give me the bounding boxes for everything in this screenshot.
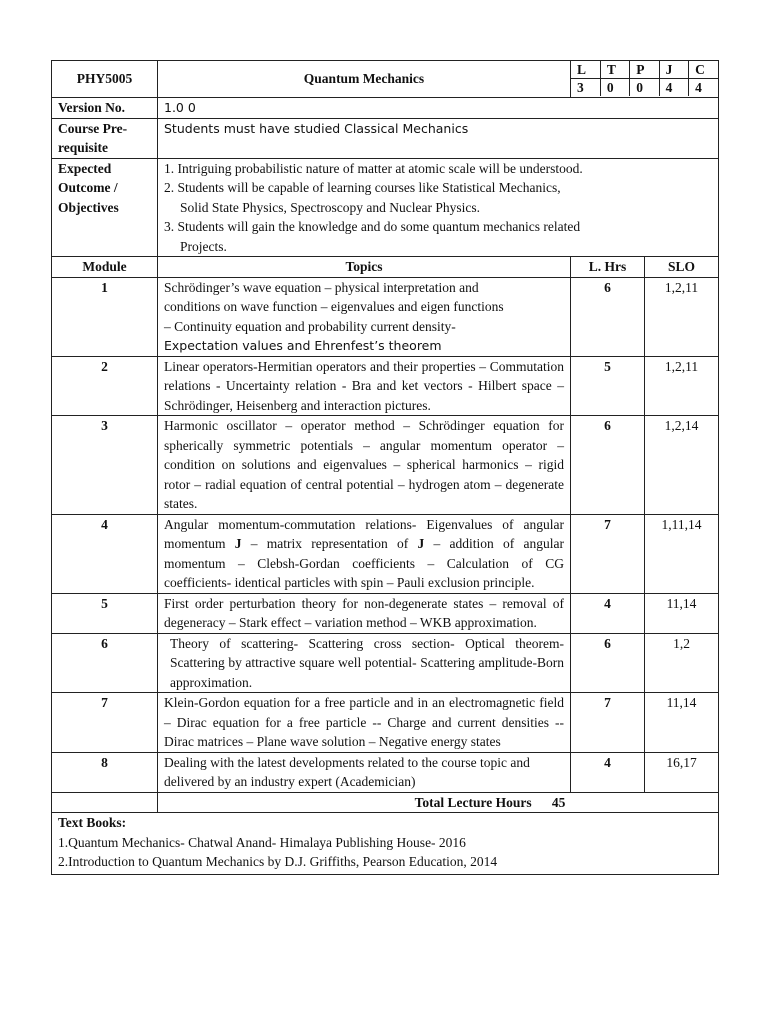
- ltpjc-label-c: C: [689, 61, 718, 79]
- prerequisite-row: [52, 118, 719, 158]
- module-number: 3: [52, 416, 158, 515]
- module-row-6: [52, 633, 719, 693]
- textbook-item: 1.Quantum Mechanics- Chatwal Anand- Himalaya Publishing House- 2016: [58, 834, 466, 850]
- header-topics: Topics: [158, 257, 571, 278]
- ltpjc-value-t: 0: [600, 79, 629, 97]
- ltpjc-label-t: T: [600, 61, 629, 79]
- module-hours: 7: [571, 693, 645, 753]
- module-number: 8: [52, 752, 158, 792]
- module-slo: 16,17: [645, 752, 719, 792]
- modules-header-row: [52, 257, 719, 278]
- module-topic-text: – matrix representation of: [241, 536, 418, 551]
- module-topics: First order perturbation theory for non-degenerate states – removal of degeneracy – Stark effect – variation method – WKB approximation.: [158, 593, 571, 633]
- module-topics: Linear operators-Hermitian operators and their properties – Commutation relations - Uncertainty relation - Bra and ket vectors - Hilbert space – Schrödinger, Heisenberg and interaction pictures.: [158, 356, 571, 416]
- ltpjc-values: [571, 79, 718, 97]
- outcome-item: 1. Intriguing probabilistic nature of matter at atomic scale will be understood.: [164, 160, 583, 176]
- module-topics: Dealing with the latest developments related to the course topic and delivered by an industry expert (Academician): [158, 752, 571, 792]
- module-slo: 11,14: [645, 693, 719, 753]
- module-slo: 1,2,14: [645, 416, 719, 515]
- header-slo: SLO: [645, 257, 719, 278]
- course-header-row: [52, 61, 719, 98]
- module-topic-text: – addition of angular momentum – Clebsh-Gordan coefficients – Calculation of CG coefficients- identical particles with spin – Pauli exclusion principle.: [164, 536, 564, 590]
- module-row-1: [52, 277, 719, 356]
- outcomes-list: [158, 158, 719, 257]
- ltpjc-label-p: P: [630, 61, 659, 79]
- outcomes-label: [52, 158, 158, 257]
- syllabus-sheet: [51, 60, 718, 875]
- module-topic-text: Angular momentum-commutation relations- Eigenvalues of angular momentum: [164, 516, 564, 551]
- header-module: Module: [52, 257, 158, 278]
- module-slo: 1,2: [645, 633, 719, 693]
- textbooks-row: [52, 813, 719, 875]
- outcomes-label-line2: Outcome /: [58, 180, 118, 195]
- total-value: 45: [551, 794, 566, 810]
- ltpjc-label-j: J: [659, 61, 688, 79]
- version-row: [52, 98, 719, 119]
- module-number: 2: [52, 356, 158, 416]
- module-row-8: [52, 752, 719, 792]
- total-label: Total Lecture Hours: [414, 794, 532, 810]
- outcome-item: 2. Students will be capable of learning courses like Statistical Mechanics,: [164, 180, 561, 195]
- ltpjc-labels: [571, 61, 718, 79]
- ltpjc-cell: [571, 61, 719, 98]
- module-hours: 4: [571, 593, 645, 633]
- module-slo: 1,2,11: [645, 356, 719, 416]
- course-title: Quantum Mechanics: [158, 61, 571, 98]
- module-hours: 5: [571, 356, 645, 416]
- angular-momentum-symbol: J: [234, 536, 242, 551]
- module-hours: 7: [571, 514, 645, 593]
- total-lecture-hours: [158, 792, 719, 813]
- syllabus-table: [51, 60, 719, 875]
- prerequisite-label-line1: Course Pre-: [58, 120, 128, 136]
- module-hours: 6: [571, 633, 645, 693]
- module-topic-line: conditions on wave function – eigenvalues and eigen functions: [164, 299, 504, 314]
- module-row-4: [52, 514, 719, 593]
- textbooks-heading: Text Books:: [58, 815, 127, 830]
- module-number: 7: [52, 693, 158, 753]
- outcomes-row: [52, 158, 719, 257]
- version-value: 1.0 0: [158, 98, 719, 119]
- module-hours: 6: [571, 277, 645, 356]
- outcomes-label-line3: Objectives: [58, 199, 119, 215]
- outcome-item: Solid State Physics, Spectroscopy and Nuclear Physics.: [180, 199, 480, 215]
- header-hours: L. Hrs: [571, 257, 645, 278]
- prerequisite-value: Students must have studied Classical Mechanics: [158, 118, 719, 158]
- textbooks: [52, 813, 719, 875]
- outcomes-label-line1: Expected: [58, 160, 112, 176]
- module-topics: [158, 277, 571, 356]
- module-topics: Theory of scattering- Scattering cross section- Optical theorem- Scattering by attractive square well potential- Scattering amplitude-Born approximation.: [158, 633, 571, 693]
- prerequisite-label-line2: requisite: [58, 140, 108, 155]
- module-number: 1: [52, 277, 158, 356]
- ltpjc-value-p: 0: [630, 79, 659, 97]
- textbook-item: 2.Introduction to Quantum Mechanics by D.J. Griffiths, Pearson Education, 2014: [58, 854, 498, 869]
- module-row-7: [52, 693, 719, 753]
- module-slo: 1,2,11: [645, 277, 719, 356]
- module-number: 6: [52, 633, 158, 693]
- prerequisite-label: [52, 118, 158, 158]
- module-hours: 4: [571, 752, 645, 792]
- module-topic-line: Expectation values and Ehrenfest’s theorem: [164, 338, 442, 353]
- module-row-2: [52, 356, 719, 416]
- module-row-3: [52, 416, 719, 515]
- module-topics: Klein-Gordon equation for a free particle and in an electromagnetic field – Dirac equation for a free particle -- Charge and current densities -- Dirac matrices – Plane wave solution – Negative energy states: [158, 693, 571, 753]
- module-number: 4: [52, 514, 158, 593]
- module-topics: [158, 514, 571, 593]
- outcome-item: 3. Students will gain the knowledge and do some quantum mechanics related: [164, 219, 581, 234]
- module-slo: 1,11,14: [645, 514, 719, 593]
- module-topic-line: Schrödinger’s wave equation – physical interpretation and: [164, 279, 479, 295]
- ltpjc-label-l: L: [571, 61, 600, 79]
- module-hours: 6: [571, 416, 645, 515]
- module-slo: 11,14: [645, 593, 719, 633]
- outcome-item: Projects.: [180, 238, 227, 254]
- ltpjc-value-c: 4: [689, 79, 718, 97]
- module-topics: Harmonic oscillator – operator method – Schrödinger equation for spherically symmetric potentials – angular momentum operator – condition on solutions and eigenvalues – spherical harmonics – rigid rotor – radial equation of central potential – hydrogen atom – degenerate states.: [158, 416, 571, 515]
- module-row-5: [52, 593, 719, 633]
- version-label: Version No.: [52, 98, 158, 119]
- module-topic-line: – Continuity equation and probability current density-: [164, 318, 456, 334]
- total-row: [52, 792, 719, 813]
- ltpjc-value-j: 4: [659, 79, 688, 97]
- module-number: 5: [52, 593, 158, 633]
- course-code: PHY5005: [52, 61, 158, 98]
- ltpjc-table: [571, 61, 718, 96]
- ltpjc-value-l: 3: [571, 79, 600, 97]
- angular-momentum-symbol: J: [417, 536, 425, 551]
